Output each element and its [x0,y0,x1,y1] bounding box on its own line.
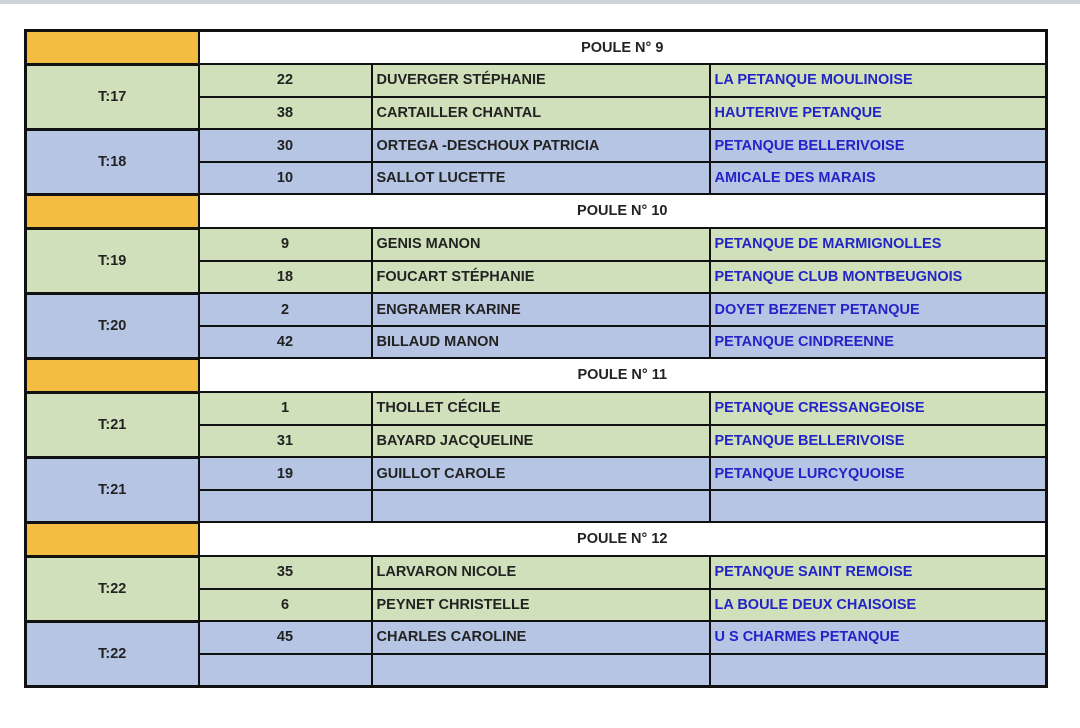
player-number: 30 [199,129,372,162]
table-number: T:20 [26,293,199,358]
player-club: PETANQUE LURCYQUOISE [710,457,1047,490]
player-club: PETANQUE BELLERIVOISE [710,129,1047,162]
poule-header-row [26,31,1047,65]
poule-header-row [26,358,1047,392]
poule-title: POULE N° 12 [199,522,1047,556]
player-number: 2 [199,293,372,326]
player-number: 45 [199,621,372,654]
player-name: CHARLES CAROLINE [372,621,710,654]
player-club: PETANQUE CRESSANGEOISE [710,392,1047,425]
player-name [372,490,710,523]
player-club [710,654,1047,687]
player-number: 31 [199,425,372,458]
poule-marker [26,194,199,228]
player-row [26,457,1047,490]
player-number [199,490,372,523]
player-number: 22 [199,64,372,97]
player-club: PETANQUE DE MARMIGNOLLES [710,228,1047,261]
player-club: LA PETANQUE MOULINOISE [710,64,1047,97]
table-number: T:22 [26,556,199,621]
poule-title: POULE N° 9 [199,31,1047,65]
table-number: T:22 [26,621,199,687]
player-row [26,129,1047,162]
player-number: 19 [199,457,372,490]
poule-marker [26,358,199,392]
player-name: BILLAUD MANON [372,326,710,359]
player-club: PETANQUE CLUB MONTBEUGNOIS [710,261,1047,294]
poule-marker [26,522,199,556]
player-number: 38 [199,97,372,130]
player-name: LARVARON NICOLE [372,556,710,589]
player-club: DOYET BEZENET PETANQUE [710,293,1047,326]
player-row [26,392,1047,425]
player-number: 35 [199,556,372,589]
player-name: ENGRAMER KARINE [372,293,710,326]
player-name: ORTEGA -DESCHOUX PATRICIA [372,129,710,162]
table-number: T:21 [26,392,199,457]
poule-title: POULE N° 10 [199,194,1047,228]
poule-header-row [26,194,1047,228]
player-name: PEYNET CHRISTELLE [372,589,710,622]
player-name: FOUCART STÉPHANIE [372,261,710,294]
player-name: SALLOT LUCETTE [372,162,710,195]
player-row [26,556,1047,589]
player-name: THOLLET CÉCILE [372,392,710,425]
player-number: 10 [199,162,372,195]
player-club: PETANQUE BELLERIVOISE [710,425,1047,458]
top-bar [0,0,1080,4]
player-club: PETANQUE CINDREENNE [710,326,1047,359]
player-number: 1 [199,392,372,425]
player-number: 18 [199,261,372,294]
player-name [372,654,710,687]
player-number: 9 [199,228,372,261]
player-row [26,621,1047,654]
player-club: HAUTERIVE PETANQUE [710,97,1047,130]
player-club: LA BOULE DEUX CHAISOISE [710,589,1047,622]
player-club: U S CHARMES PETANQUE [710,621,1047,654]
poules-table [24,29,1048,688]
player-club: PETANQUE SAINT REMOISE [710,556,1047,589]
player-club [710,490,1047,523]
player-name: GUILLOT CAROLE [372,457,710,490]
player-name: DUVERGER STÉPHANIE [372,64,710,97]
poule-title: POULE N° 11 [199,358,1047,392]
table-number: T:21 [26,457,199,522]
player-name: GENIS MANON [372,228,710,261]
player-row [26,293,1047,326]
player-number: 6 [199,589,372,622]
table-number: T:19 [26,228,199,293]
player-number: 42 [199,326,372,359]
player-name: BAYARD JACQUELINE [372,425,710,458]
poule-marker [26,31,199,65]
player-name: CARTAILLER CHANTAL [372,97,710,130]
table-number: T:17 [26,64,199,129]
player-row [26,228,1047,261]
table-number: T:18 [26,129,199,194]
player-club: AMICALE DES MARAIS [710,162,1047,195]
player-row [26,64,1047,97]
poule-header-row [26,522,1047,556]
player-number [199,654,372,687]
